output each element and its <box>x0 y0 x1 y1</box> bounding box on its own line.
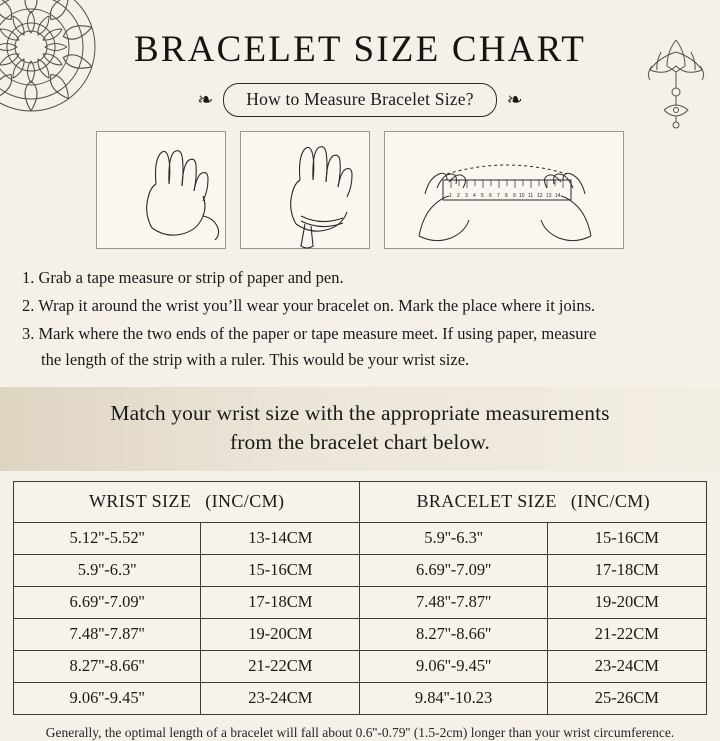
bracelet-size-header-label: BRACELET SIZE <box>416 491 557 512</box>
table-row <box>14 651 707 683</box>
wrist-size-header <box>14 482 360 523</box>
bracelet-cm-cell: 19-20CM <box>547 587 706 619</box>
wrist-inches-cell: 6.69''-7.09'' <box>14 587 201 619</box>
table-row <box>14 555 707 587</box>
flourish-right-icon: ❧ <box>506 89 523 111</box>
list-item <box>22 265 698 291</box>
size-chart-table <box>13 481 707 715</box>
bracelet-size-header-unit: (INC/CM) <box>570 491 651 512</box>
wrist-cm-cell: 19-20CM <box>201 619 360 651</box>
table-row <box>14 619 707 651</box>
svg-text:12: 12 <box>537 193 543 199</box>
subtitle-pill: How to Measure Bracelet Size? <box>223 83 496 117</box>
wrist-cm-cell: 13-14CM <box>201 523 360 555</box>
steps-list <box>22 265 698 373</box>
bracelet-cm-cell: 25-26CM <box>547 683 706 715</box>
wrist-size-header-unit: (INC/CM) <box>205 491 285 512</box>
subtitle-row <box>0 83 720 117</box>
svg-text:1: 1 <box>449 193 452 199</box>
step-text: Wrap it around the wrist you’ll wear your bracelet on. Mark the place where it joins. <box>38 296 596 316</box>
step-number: 2. <box>22 296 35 316</box>
table-row <box>14 587 707 619</box>
bracelet-cm-cell: 17-18CM <box>547 555 706 587</box>
svg-text:4: 4 <box>473 193 476 199</box>
wrist-inches-cell: 5.9''-6.3'' <box>14 555 201 587</box>
bracelet-inches-cell: 8.27''-8.66'' <box>360 619 547 651</box>
svg-text:10: 10 <box>519 193 525 199</box>
wrist-inches-cell: 9.06''-9.45'' <box>14 683 201 715</box>
svg-text:8: 8 <box>505 193 508 199</box>
wrist-cm-cell: 21-22CM <box>201 651 360 683</box>
svg-text:7: 7 <box>497 193 500 199</box>
wrist-cm-cell: 15-16CM <box>201 555 360 587</box>
illustration-row <box>0 131 720 249</box>
wrist-cm-cell: 23-24CM <box>201 683 360 715</box>
list-item <box>22 293 698 319</box>
svg-text:2: 2 <box>457 193 460 199</box>
bracelet-inches-cell: 7.48''-7.87'' <box>360 587 547 619</box>
svg-text:14: 14 <box>555 193 561 199</box>
bracelet-inches-cell: 5.9''-6.3'' <box>360 523 547 555</box>
bracelet-inches-cell: 9.84''-10.23 <box>360 683 547 715</box>
hand-with-tape-illustration <box>96 131 226 249</box>
svg-text:9: 9 <box>513 193 516 199</box>
svg-text:5: 5 <box>481 193 484 199</box>
banner-line-2: from the bracelet chart below. <box>229 430 491 455</box>
wrist-cm-cell: 17-18CM <box>201 587 360 619</box>
table-row <box>14 523 707 555</box>
svg-text:13: 13 <box>546 193 552 199</box>
step-text: Mark where the two ends of the paper or tape measure meet. If using paper, measure <box>38 324 597 344</box>
step-number: 1. <box>22 268 35 287</box>
wrist-inches-cell: 8.27''-8.66'' <box>14 651 201 683</box>
wrist-size-header-label: WRIST SIZE <box>89 491 192 512</box>
wrist-inches-cell: 7.48''-7.87'' <box>14 619 201 651</box>
list-item <box>22 321 698 373</box>
step-text-continued: the length of the strip with a ruler. This would be your wrist size. <box>41 350 470 370</box>
bracelet-inches-cell: 9.06''-9.45'' <box>360 651 547 683</box>
svg-text:11: 11 <box>528 193 534 199</box>
bracelet-cm-cell: 23-24CM <box>547 651 706 683</box>
step-text: Grab a tape measure or strip of paper and pen. <box>38 268 344 287</box>
table-row <box>14 683 707 715</box>
table-header-row <box>14 482 707 523</box>
footnote: Generally, the optimal length of a bracelet will fall about 0.6''-0.79'' (1.5-2cm) longer than your wrist circumference. <box>45 725 675 741</box>
bracelet-inches-cell: 6.69''-7.09'' <box>360 555 547 587</box>
bracelet-cm-cell: 15-16CM <box>547 523 706 555</box>
banner-line-1: Match your wrist size with the appropriate measurements <box>110 401 610 426</box>
step-number: 3. <box>22 324 35 344</box>
flourish-left-icon: ❧ <box>197 89 214 111</box>
hands-measuring-with-ruler-illustration <box>384 131 624 249</box>
wrist-inches-cell: 5.12''-5.52'' <box>14 523 201 555</box>
hand-with-paper-strip-illustration <box>240 131 370 249</box>
bracelet-size-header <box>360 482 707 523</box>
bracelet-cm-cell: 21-22CM <box>547 619 706 651</box>
svg-text:3: 3 <box>465 193 468 199</box>
page-title: BRACELET SIZE CHART <box>133 29 587 70</box>
match-banner <box>0 387 720 471</box>
svg-text:6: 6 <box>489 193 492 199</box>
